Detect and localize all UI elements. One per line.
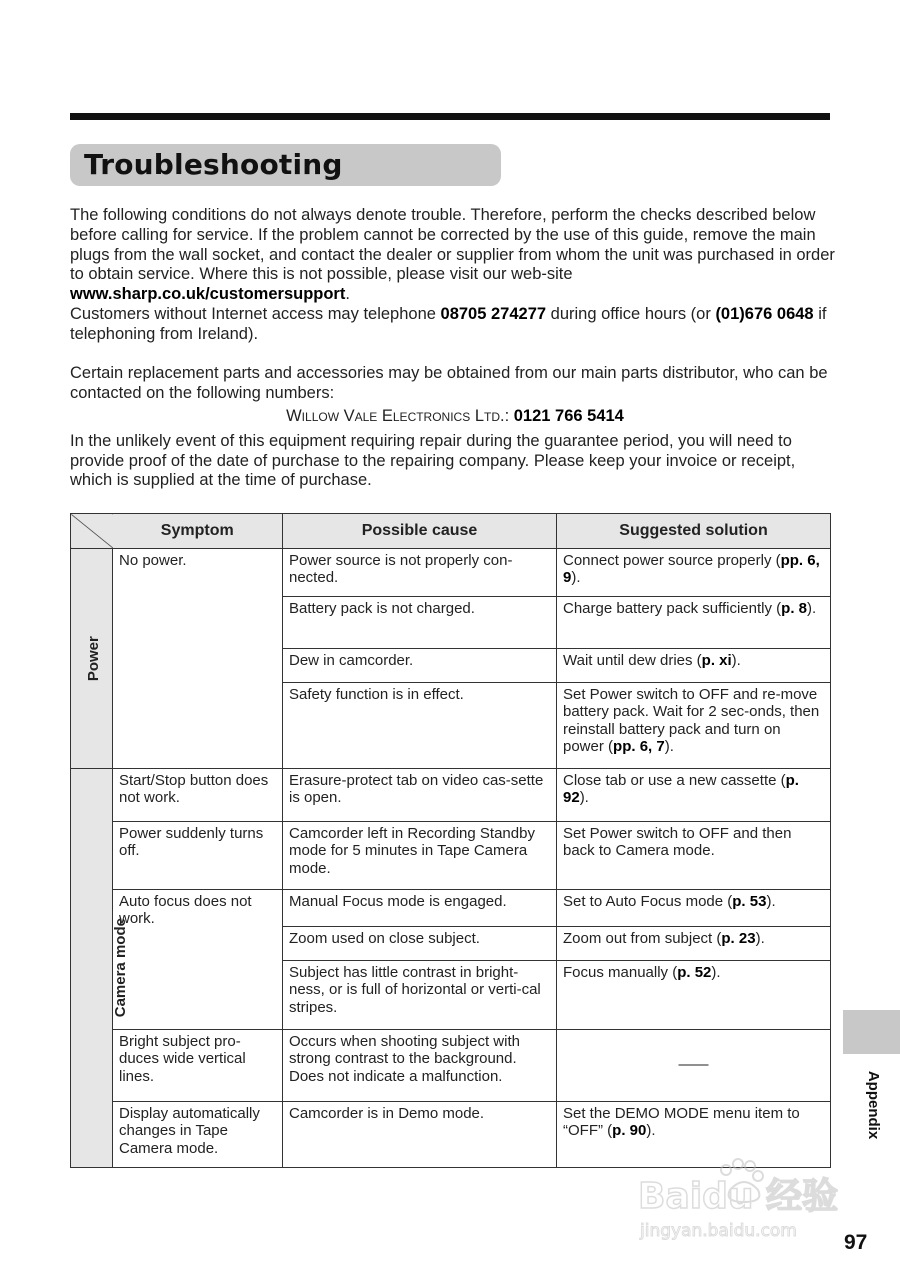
distributor-name: Willow Vale Electronics Ltd. (286, 406, 505, 425)
solution-text: Set Power switch to OFF and re-move battery pack. Wait for 2 sec-onds, then reinstall battery pack and turn on power ( (563, 686, 820, 755)
solution-cell (557, 769, 831, 822)
solution-cell (557, 927, 831, 961)
solution-cell (557, 597, 831, 649)
solution-text-end: ). (646, 1122, 656, 1140)
cause-cell: Dew in camcorder. (283, 649, 557, 683)
intro-text (70, 206, 840, 491)
distributor-line (70, 407, 840, 427)
distributor-sep: : (504, 406, 514, 425)
intro-p2-text: Customers without Internet access may telephone (70, 304, 441, 323)
solution-cell (557, 549, 831, 597)
page-reference: pp. 6, 7 (613, 737, 665, 755)
table-header-row (71, 514, 831, 549)
intro-p1-text: The following conditions do not always denote trouble. Therefore, perform the checks described below before calling for service. If the problem cannot be corrected by the use of this guide, remove the main plugs from the wall socket, and contact the dealer or supplier from whom the unit was purchased in order to obtain service. Where this is not possible, please visit our web-site (70, 206, 835, 284)
page-reference: p. 90 (612, 1122, 647, 1140)
cause-cell: Erasure-protect tab on video cas-sette is open. (283, 769, 557, 822)
symptom-cell: Start/Stop button does not work. (113, 769, 283, 822)
symptom-cell: Bright subject pro-duces wide vertical lines. (113, 1030, 283, 1102)
symptom-cell: No power. (113, 549, 283, 769)
top-rule (70, 113, 830, 120)
solution-text-end: ). (664, 737, 674, 755)
appendix-label: Appendix (865, 1070, 882, 1140)
appendix-tab-marker (843, 1010, 900, 1054)
intro-paragraph-1 (70, 206, 840, 305)
page-reference: p. xi (701, 652, 732, 669)
solution-text-end: ). (807, 600, 817, 617)
solution-text-end: ). (571, 569, 581, 587)
page-title: Troubleshooting (84, 148, 343, 181)
header-solution: Suggested solution (557, 514, 831, 549)
table-row (71, 549, 831, 597)
solution-text-end: ). (766, 893, 776, 910)
solution-text: Wait until dew dries ( (563, 652, 702, 669)
table-row (71, 822, 831, 890)
cause-cell: Safety function is in effect. (283, 683, 557, 769)
watermark-logo: Baidu 经验 (638, 1176, 839, 1217)
baidu-watermark (630, 1150, 845, 1245)
solution-text: Close tab or use a new cassette ( (563, 772, 786, 789)
intro-paragraph-3: Certain replacement parts and accessories may be obtained from our main parts distributor, who can be contacted on the following numbers: (70, 364, 828, 403)
page-reference: p. 52 (677, 964, 712, 981)
header-cause: Possible cause (283, 514, 557, 549)
symptom-cell: Auto focus does not work. (113, 890, 283, 1030)
solution-cell: Set Power switch to OFF and then back to Camera mode. (557, 822, 831, 890)
distributor-phone: 0121 766 5414 (513, 406, 624, 425)
phone-ireland: (01)676 0648 (715, 304, 814, 323)
cause-cell: Manual Focus mode is engaged. (283, 890, 557, 927)
phone-uk: 08705 274277 (440, 304, 547, 323)
symptom-cell: Display automatically changes in Tape Camera mode. (113, 1102, 283, 1168)
page-reference: p. 92 (563, 772, 799, 807)
intro-p2-mid: during office hours (or (546, 304, 716, 323)
solution-cell (557, 649, 831, 683)
solution-text-end: ). (755, 930, 765, 947)
group-label-camera-mode (71, 769, 129, 1168)
table-row (71, 890, 831, 927)
solution-text-end: ). (579, 789, 589, 807)
intro-paragraph-4: In the unlikely event of this equipment requiring repair during the guarantee period, you will need to provide proof of the date of purchase to the repairing company. Please keep your invoice or receipt, which is supplied at the time of purchase. (70, 431, 796, 490)
solution-text: Charge battery pack sufficiently ( (563, 600, 782, 617)
cause-cell: Battery pack is not charged. (283, 597, 557, 649)
cause-cell: Zoom used on close subject. (283, 927, 557, 961)
solution-text: Set the DEMO MODE menu item to “OFF” ( (563, 1105, 800, 1140)
website-link[interactable]: www.sharp.co.uk/customersupport (70, 285, 346, 304)
intro-p2-end: if telephoning from Ireland). (70, 304, 827, 343)
solution-cell (557, 890, 831, 927)
watermark-url: jingyan.baidu.com (640, 1221, 797, 1241)
solution-cell: —— (557, 1030, 831, 1102)
page-reference: pp. 6, 9 (563, 552, 820, 587)
troubleshooting-table (70, 513, 831, 1168)
group-camera-text: Camera mode (111, 918, 129, 1018)
cause-cell: Power source is not properly con-nected. (283, 549, 557, 597)
solution-text-end: ). (731, 652, 741, 669)
title-banner (70, 144, 501, 186)
table-row (71, 1030, 831, 1102)
solution-cell (557, 961, 831, 1030)
solution-text-end: ). (711, 964, 721, 981)
header-symptom: Symptom (113, 514, 283, 549)
group-label-power (71, 549, 113, 769)
page-reference: p. 23 (721, 930, 756, 947)
intro-p1-end: . (345, 285, 350, 304)
symptom-cell: Power suddenly turns off. (113, 822, 283, 890)
cause-cell: Subject has little contrast in bright-ness, or is full of horizontal or verti-cal stripes. (283, 961, 557, 1030)
cause-cell: Camcorder is in Demo mode. (283, 1102, 557, 1168)
solution-cell (557, 683, 831, 769)
page-reference: p. 8 (781, 600, 808, 617)
solution-text: Zoom out from subject ( (563, 930, 722, 947)
solution-text: Set to Auto Focus mode ( (563, 893, 733, 910)
page-number: 97 (844, 1231, 868, 1254)
intro-paragraph-2 (70, 305, 840, 345)
table-row (71, 769, 831, 822)
cause-cell: Camcorder left in Recording Standby mode for 5 minutes in Tape Camera mode. (283, 822, 557, 890)
solution-text: Connect power source properly ( (563, 552, 781, 569)
group-power-text: Power (84, 635, 102, 681)
solution-text: Focus manually ( (563, 964, 678, 981)
page-reference: p. 53 (732, 893, 767, 910)
cause-cell: Occurs when shooting subject with strong contrast to the background. Does not indicate a malfunction. (283, 1030, 557, 1102)
header-diagonal-cell (71, 514, 113, 549)
